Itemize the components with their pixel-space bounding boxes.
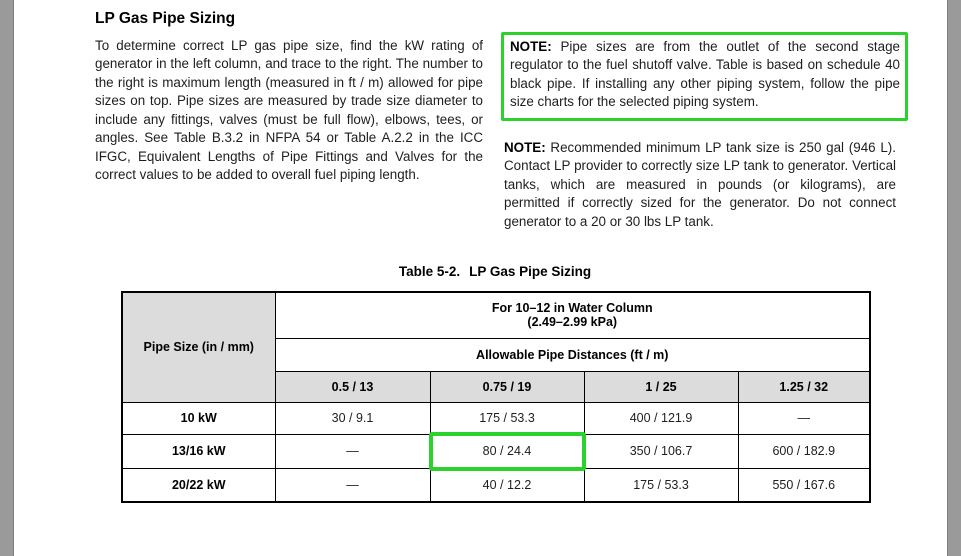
note-text: Pipe sizes are from the outlet of the second stage regulator to the fuel shutoff valve. Table is based on schedule 40 black pipe. If installing any other piping system, follow the pipe size charts for the selected piping system. (510, 39, 900, 110)
group-header-line2: (2.49–2.99 kPa) (527, 315, 618, 330)
table-caption-number: Table 5-2. (398, 264, 461, 279)
table-row (122, 434, 870, 468)
table-caption (121, 264, 869, 279)
value-cell: 175 / 53.3 (584, 468, 738, 502)
value-text: 80 / 24.4 (482, 444, 532, 458)
note-paragraph (504, 139, 896, 231)
viewer-left-margin-bar (0, 0, 14, 556)
note-label: NOTE: (510, 39, 552, 54)
pipe-size-column-header: 1 / 25 (584, 371, 738, 402)
note-text: Recommended minimum LP tank size is 250 gal (946 L). Contact LP provider to correctly size LP tank to generator. Vertical tanks, which are measured in pounds (or kilograms), are permitted if correctly sized for the generator. Do not connect generator to a 20 or 30 lbs LP tank. (504, 140, 896, 229)
table-row (122, 402, 870, 434)
row-label-cell: 20/22 kW (122, 468, 275, 502)
value-cell: 400 / 121.9 (584, 402, 738, 434)
value-cell: — (275, 468, 430, 502)
group-header-line1: For 10–12 in Water Column (491, 301, 653, 316)
section-heading: LP Gas Pipe Sizing (95, 10, 236, 27)
value-cell: 550 / 167.6 (738, 468, 870, 502)
value-cell: — (738, 402, 870, 434)
value-cell: 30 / 9.1 (275, 402, 430, 434)
pipe-size-column-header: 0.75 / 19 (430, 371, 584, 402)
value-cell: 350 / 106.7 (584, 434, 738, 468)
note-highlight-box (501, 32, 908, 121)
viewer-right-margin-bar (947, 0, 961, 556)
table-group-header-cell (275, 292, 870, 338)
highlighted-value-cell (430, 434, 584, 468)
pipe-size-column-header: 1.25 / 32 (738, 371, 870, 402)
value-cell: — (275, 434, 430, 468)
intro-paragraph: To determine correct LP gas pipe size, find the kW rating of generator in the left column, and trace to the right. The number to the right is maximum length (measured in ft / m) allowed for pipe sizes on top. Pipe sizes are measured by trade size diameter to include any fittings, valves (must be full flow), elbows, tees, or angles. See Table B.3.2 in NFPA 54 or Table A.2.2 in the ICC IFGC, Equivalent Lengths of Pipe Fittings and Valves for the correct values to be added to overall fuel piping length. (95, 38, 483, 183)
row-label-cell: 10 kW (122, 402, 275, 434)
value-cell: 40 / 12.2 (430, 468, 584, 502)
value-cell: 175 / 53.3 (430, 402, 584, 434)
pipe-size-column-header: 0.5 / 13 (275, 371, 430, 402)
lp-gas-pipe-sizing-table (121, 291, 871, 503)
note-label: NOTE: (504, 140, 546, 155)
value-cell: 600 / 182.9 (738, 434, 870, 468)
table-caption-title: LP Gas Pipe Sizing (469, 264, 592, 279)
table-distances-header-cell: Allowable Pipe Distances (ft / m) (275, 338, 870, 371)
row-label-cell: 13/16 kW (122, 434, 275, 468)
table-row-header-cell: Pipe Size (in / mm) (122, 292, 275, 402)
table-row (122, 468, 870, 502)
